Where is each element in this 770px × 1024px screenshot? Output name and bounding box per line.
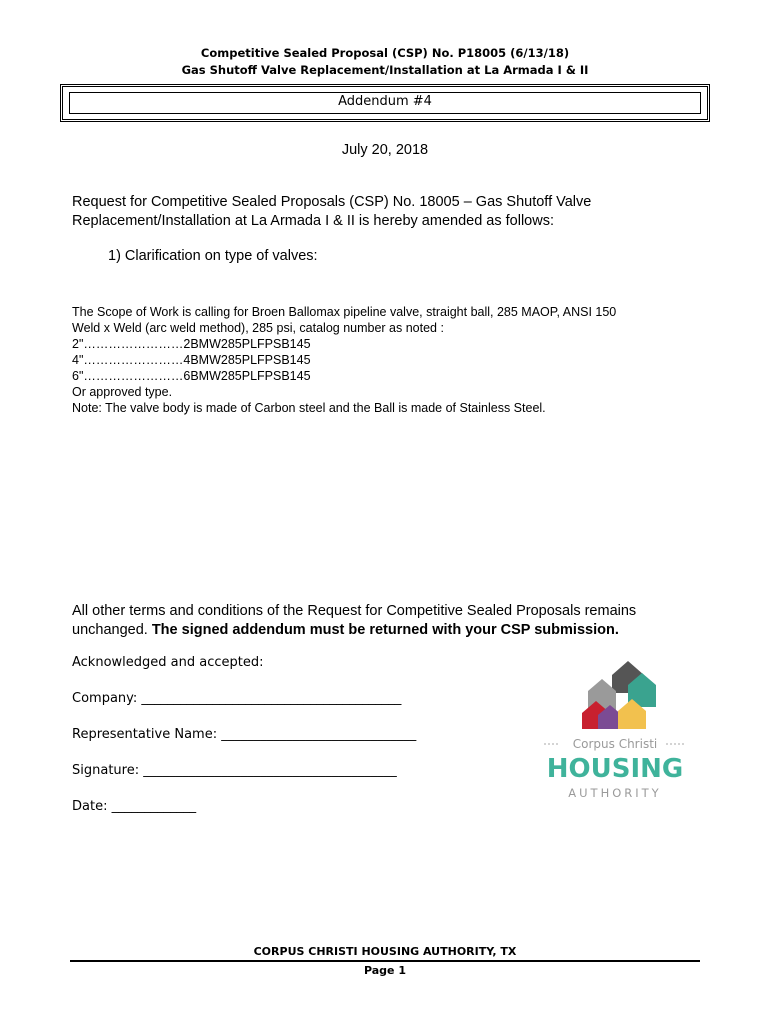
- intro-line-1: Request for Competitive Sealed Proposals (CSP) No. 18005 – Gas Shutoff Valve: [72, 194, 592, 210]
- housing-authority-logo: [538, 655, 698, 805]
- page-number: Page 1: [363, 964, 406, 977]
- company-field[interactable]: Company: ________________________________________: [72, 691, 402, 706]
- logo-top-text: Corpus Christi: [572, 737, 658, 751]
- signature-field[interactable]: Signature: _______________________________________: [72, 763, 397, 778]
- terms-unchanged: unchanged.: [72, 622, 152, 638]
- catalog-item-4in: 4"……………………4BMW285PLFPSB145: [72, 353, 311, 367]
- document-date: July 20, 2018: [341, 142, 429, 158]
- clarification-item: 1) Clarification on type of valves:: [108, 248, 318, 264]
- header-line-1: Competitive Sealed Proposal (CSP) No. P18005 (6/13/18): [200, 46, 570, 60]
- terms-line-1: All other terms and conditions of the Request for Competitive Sealed Proposals remains: [72, 603, 637, 619]
- ack-heading: Acknowledged and accepted:: [72, 655, 264, 670]
- scope-line-2: Weld x Weld (arc weld method), 285 psi, catalog number as noted :: [72, 321, 444, 335]
- logo-main-text: HOUSING: [546, 754, 684, 784]
- scope-line-1: The Scope of Work is calling for Broen Ballomax pipeline valve, straight ball, 285 MAOP, ANSI 150: [72, 305, 617, 319]
- material-note: Note: The valve body is made of Carbon steel and the Ball is made of Stainless Steel.: [72, 401, 546, 415]
- terms-line-2: [72, 621, 619, 640]
- footer-divider: [70, 960, 700, 962]
- houses-graphic: [538, 655, 698, 805]
- date-field[interactable]: Date: _____________: [72, 799, 197, 814]
- approved-type: Or approved type.: [72, 385, 173, 399]
- catalog-item-2in: 2"……………………2BMW285PLFPSB145: [72, 337, 311, 351]
- catalog-item-6in: 6"……………………6BMW285PLFPSB145: [72, 369, 311, 383]
- addendum-title: Addendum #4: [338, 94, 432, 109]
- header-line-2: Gas Shutoff Valve Replacement/Installation at La Armada I & II: [181, 63, 589, 77]
- intro-line-2: Replacement/Installation at La Armada I & II is hereby amended as follows:: [72, 213, 554, 229]
- logo-bottom-text: AUTHORITY: [568, 786, 662, 800]
- representative-name-field[interactable]: Representative Name: ______________________________: [72, 727, 417, 742]
- footer-org: CORPUS CHRISTI HOUSING AUTHORITY, TX: [253, 945, 517, 958]
- terms-return-instruction: The signed addendum must be returned with your CSP submission.: [151, 622, 619, 638]
